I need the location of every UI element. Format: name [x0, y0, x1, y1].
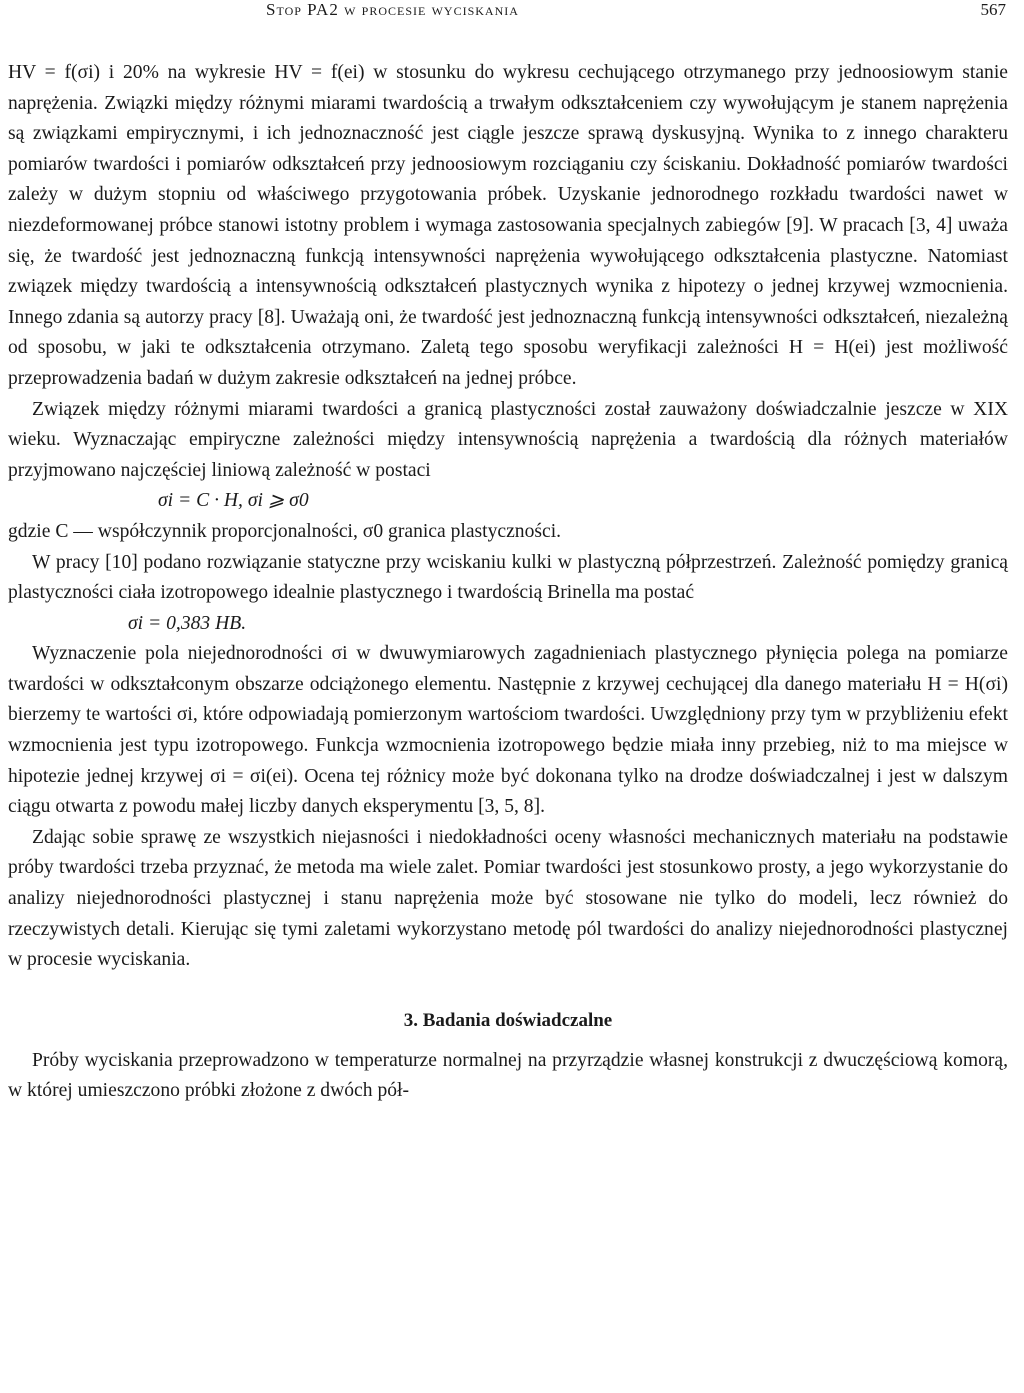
paragraph-where-clause: gdzie C — współczynnik proporcjonalności, σ0 granica plastyczności. [8, 520, 562, 542]
paragraph-hardness-relations: HV = f(σi) i 20% na wykresie HV = f(ei) w stosunku do wykresu cechującego otrzymanego przy jednoosiowym stanie naprężenia. Związki między różnymi miarami twardością a trwałym odkształceniem czy wywołującym je stanem naprężenia są związkami empirycznymi, i ich jednoznaczność jest ciągle jeszcze sprawą dyskusyjną. Wynika to z innego charakteru pomiarów twardości i pomiarów odkształceń przy jednoosiowym rozciąganiu czy ściskaniu. Dokładność pomiarów twardości zależy w dużym stopniu od właściwego przygotowania próbek. Uzyskanie jednorodnego rozkładu twardości nawet w niezdeformowanej próbce stanowi istotny problem i wymaga zastosowania specjalnych zabiegów [9]. W pracach [3, 4] uważa się, że twardość jest jednoznaczną funkcją intensywności naprężenia wywołującego odkształcenia plastyczne. Natomiast związek między twardością a intensywnością odkształceń plastycznych wynika z hipotezy o jednej krzywej wzmocnienia. Innego zdania są autorzy pracy [8]. Uważają oni, że twardość jest jednoznaczną funkcją intensywności odkształceń, niezależną od sposobu, w jaki te odkształcenia otrzymano. Zaletą tego sposobu weryfikacji zależności H = H(ei) jest możliwość przeprowadzenia badań w dużym zakresie odkształceń na jednej próbce. [8, 62, 1008, 389]
paragraph-yield-limit: Związek między różnymi miarami twardości a granicą plastyczności został zauważony doświadczalnie jeszcze w XIX wieku. Wyznaczając empiryczne zależności między intensywnością naprężenia a twardością dla różnych materiałów przyjmowano najczęściej liniową zależność w postaci [8, 398, 1008, 481]
formula-brinell: σi = 0,383 HB. [128, 612, 247, 634]
page-number: 567 [980, 0, 1006, 19]
paragraph-nonuniformity-field: Wyznaczenie pola niejednorodności σi w dwuwymiarowych zagadnieniach plastycznego płynięcia polega na pomiarze twardości w odkształconym obszarze odciążonego elementu. Następnie z krzywej cechującej dla danego materiału H = H(σi) bierzemy te wartości σi, które odpowiadają pomierzonym wartościom twardości. Uwzględniony przy tym w przybliżeniu efekt wzmocnienia jest typu izotropowego. Funkcja wzmocnienia izotropowego będzie miała inny przebieg, niż to ma miejsce w hipotezie jednej krzywej σi = σi(ei). Ocena tej różnicy może być dokonana tylko na drodze doświadczalnej i jest w dalszym ciągu otwarta z powodu małej liczby danych eksperymentu [3, 5, 8]. [8, 643, 1008, 818]
paragraph-experiments: Próby wyciskania przeprowadzono w temperaturze normalnej na przyrządzie własnej konstrukcji z dwuczęściową komorą, w której umieszczono próbki złożone z dwóch pół- [8, 1049, 1008, 1102]
paragraph-method-advantages: Zdając sobie sprawę ze wszystkich niejasności i niedokładności oceny własności mechanicznych materiału na podstawie próby twardości trzeba przyznać, że metoda ma wiele zalet. Pomiar twardości jest stosunkowo prosty, a jego wykorzystanie do analizy niejednorodności plastycznej i stanu naprężenia może być stosowane nie tylko do modeli, lecz również do rzeczywistych detali. Kierując się tymi zaletami wykorzystano metodę pól twardości do analizy niejednorodności plastycznej w procesie wyciskania. [8, 826, 1008, 971]
section-heading: 3. Badania doświadczalne [403, 1009, 613, 1031]
body-text [8, 58, 1008, 1107]
running-head-title: Stop PA2 w procesie wyciskania [266, 0, 519, 19]
paragraph-brinell: W pracy [10] podano rozwiązanie statyczne przy wciskaniu kulki w plastyczną półprzestrzeń. Zależność pomiędzy granicą plastyczności ciała izotropowego idealnie plastycznego i twardością Brinella ma postać [8, 551, 1008, 604]
formula-linear-relation: σi = C · H, σi ⩾ σ0 [158, 490, 309, 512]
running-head [0, 0, 1024, 24]
